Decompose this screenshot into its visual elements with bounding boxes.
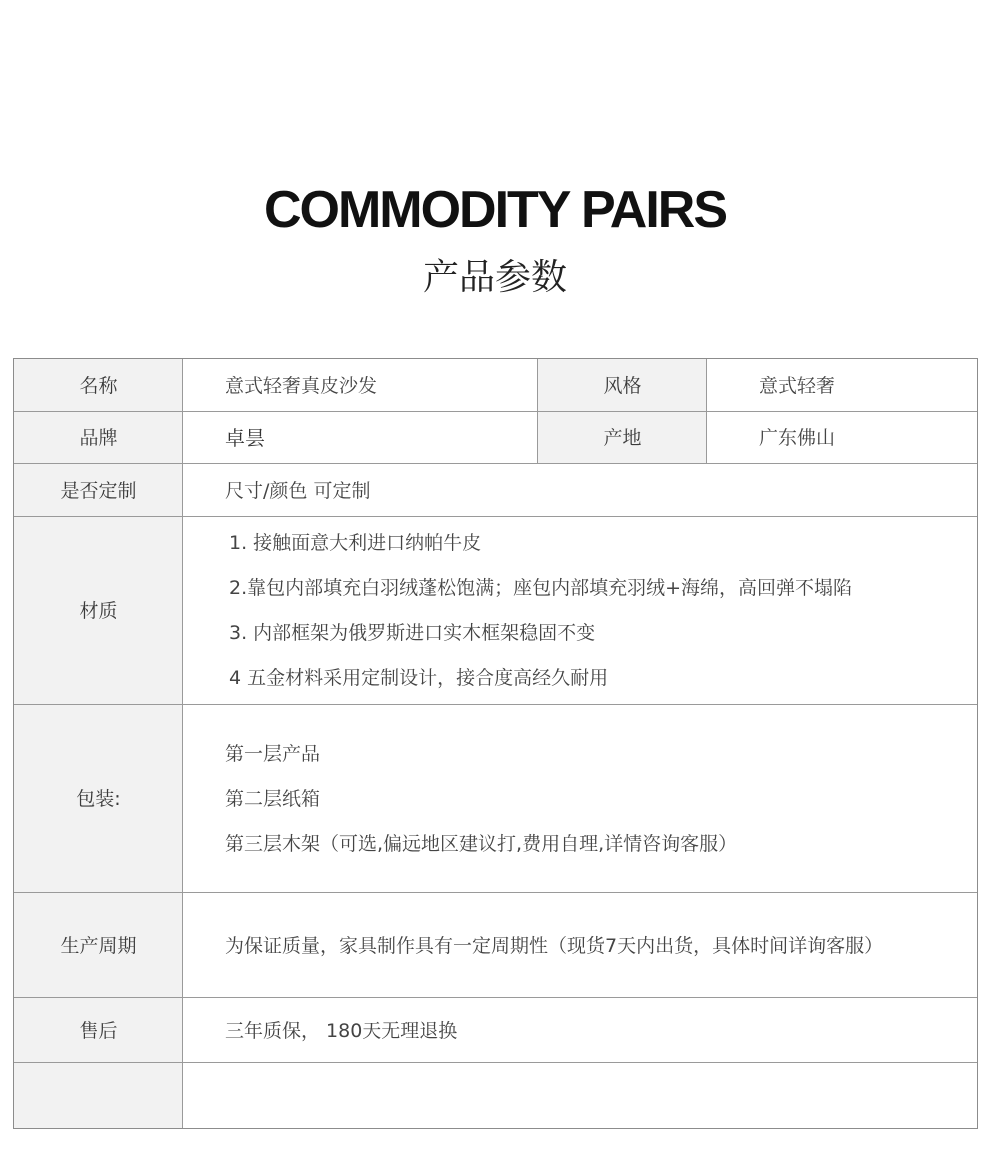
material-label: 材质: [14, 517, 183, 705]
customization-label: 是否定制: [14, 464, 183, 517]
material-list: [183, 517, 977, 705]
customization-value: 尺寸/颜色 可定制: [225, 479, 371, 502]
empty-value: [183, 1063, 977, 1128]
style-value: 意式轻奢: [759, 374, 836, 397]
material-line: 4 五金材料采用定制设计，接合度高经久耐用: [229, 667, 609, 689]
column-divider: [537, 359, 538, 463]
material-line: 3. 内部框架为俄罗斯进口实木框架稳固不变: [229, 622, 596, 644]
empty-label: [14, 1063, 183, 1128]
row-divider: [14, 516, 977, 517]
packaging-line: 第一层产品: [225, 742, 321, 765]
packaging-list: [183, 705, 977, 893]
row-divider: [14, 892, 977, 893]
page-title-chinese: 产品参数: [422, 257, 567, 298]
column-divider: [182, 359, 183, 1128]
production-cycle-value: 为保证质量，家具制作具有一定周期性（现货7天内出货，具体时间详询客服）: [225, 934, 884, 957]
after-sales-value: 三年质保， 180天无理退换: [225, 1019, 458, 1042]
row-divider: [14, 463, 977, 464]
after-sales-label: 售后: [14, 998, 183, 1063]
row-divider: [14, 704, 977, 705]
origin-label: 产地: [538, 412, 707, 464]
packaging-line: 第三层木架（可选,偏远地区建议打,费用自理,详情咨询客服）: [225, 832, 738, 855]
page-title-english: COMMODITY PAIRS: [263, 181, 727, 239]
row-divider: [14, 997, 977, 998]
row-divider: [14, 411, 977, 412]
packaging-line: 第二层纸箱: [225, 787, 321, 810]
row-divider: [14, 1062, 977, 1063]
brand-value: 卓昙: [225, 426, 265, 450]
brand-label: 品牌: [14, 412, 183, 464]
column-divider: [706, 359, 707, 463]
name-value: 意式轻奢真皮沙发: [225, 374, 378, 397]
material-line: 1. 接触面意大利进口纳帕牛皮: [229, 532, 482, 554]
origin-value: 广东佛山: [759, 427, 836, 449]
product-parameters-table: [13, 358, 978, 1129]
packaging-label: 包装:: [14, 705, 183, 893]
production-cycle-label: 生产周期: [14, 893, 183, 998]
material-line: 2.靠包内部填充白羽绒蓬松饱满；座包内部填充羽绒+海绵，高回弹不塌陷: [229, 577, 853, 599]
style-label: 风格: [538, 359, 707, 412]
name-label: 名称: [14, 359, 183, 412]
